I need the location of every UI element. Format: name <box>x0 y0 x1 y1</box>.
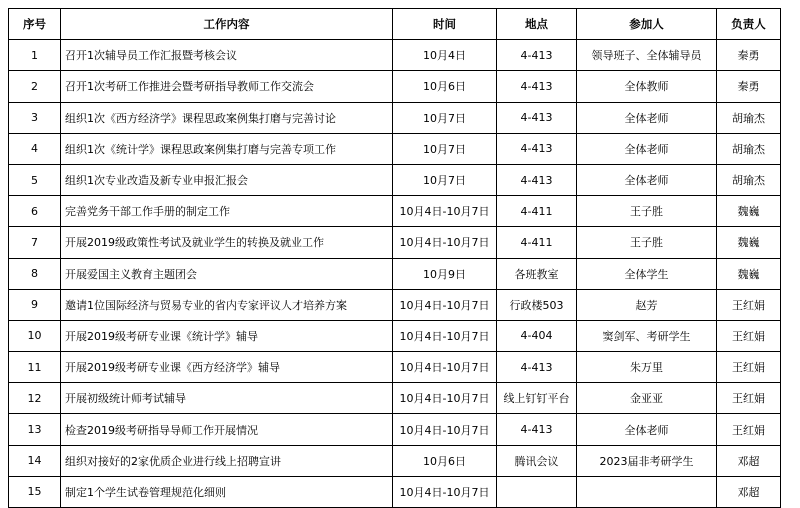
cell-index: 7 <box>9 227 61 258</box>
cell-content: 开展2019级政策性考试及就业学生的转换及就业工作 <box>61 227 393 258</box>
cell-participants: 全体老师 <box>577 133 717 164</box>
cell-owner: 胡瑜杰 <box>717 133 781 164</box>
cell-location: 4-411 <box>497 196 577 227</box>
cell-index: 9 <box>9 289 61 320</box>
cell-owner: 魏巍 <box>717 196 781 227</box>
header-time: 时间 <box>393 9 497 40</box>
cell-owner: 邓超 <box>717 445 781 476</box>
header-index: 序号 <box>9 9 61 40</box>
table-row <box>9 164 781 195</box>
cell-content: 组织1次专业改造及新专业申报汇报会 <box>61 164 393 195</box>
cell-time: 10月6日 <box>393 71 497 102</box>
cell-time: 10月4日-10月7日 <box>393 414 497 445</box>
cell-participants: 全体老师 <box>577 414 717 445</box>
table-row <box>9 258 781 289</box>
cell-owner: 王红娟 <box>717 383 781 414</box>
cell-time: 10月9日 <box>393 258 497 289</box>
cell-content: 开展爱国主义教育主题团会 <box>61 258 393 289</box>
cell-index: 10 <box>9 320 61 351</box>
cell-owner: 魏巍 <box>717 227 781 258</box>
cell-index: 11 <box>9 352 61 383</box>
cell-content: 开展2019级考研专业课《西方经济学》辅导 <box>61 352 393 383</box>
cell-participants: 2023届非考研学生 <box>577 445 717 476</box>
cell-participants: 王子胜 <box>577 196 717 227</box>
table-row <box>9 414 781 445</box>
cell-content: 开展2019级考研专业课《统计学》辅导 <box>61 320 393 351</box>
cell-time: 10月6日 <box>393 445 497 476</box>
cell-owner: 胡瑜杰 <box>717 102 781 133</box>
cell-content: 检查2019级考研指导导师工作开展情况 <box>61 414 393 445</box>
cell-index: 1 <box>9 40 61 71</box>
cell-location: 4-404 <box>497 320 577 351</box>
cell-location <box>497 476 577 507</box>
cell-participants <box>577 476 717 507</box>
cell-index: 4 <box>9 133 61 164</box>
cell-location: 腾讯会议 <box>497 445 577 476</box>
cell-index: 8 <box>9 258 61 289</box>
header-owner: 负责人 <box>717 9 781 40</box>
cell-location: 4-411 <box>497 227 577 258</box>
cell-owner: 邓超 <box>717 476 781 507</box>
cell-index: 12 <box>9 383 61 414</box>
cell-time: 10月7日 <box>393 164 497 195</box>
cell-location: 各班教室 <box>497 258 577 289</box>
table-row <box>9 102 781 133</box>
cell-owner: 秦勇 <box>717 71 781 102</box>
header-location: 地点 <box>497 9 577 40</box>
cell-owner: 魏巍 <box>717 258 781 289</box>
cell-owner: 王红娟 <box>717 289 781 320</box>
cell-index: 3 <box>9 102 61 133</box>
cell-location: 4-413 <box>497 133 577 164</box>
cell-index: 2 <box>9 71 61 102</box>
cell-time: 10月4日-10月7日 <box>393 227 497 258</box>
cell-participants: 王子胜 <box>577 227 717 258</box>
cell-content: 制定1个学生试卷管理规范化细则 <box>61 476 393 507</box>
cell-content: 开展初级统计师考试辅导 <box>61 383 393 414</box>
cell-content: 邀请1位国际经济与贸易专业的省内专家评议人才培养方案 <box>61 289 393 320</box>
table-row <box>9 196 781 227</box>
table-row <box>9 383 781 414</box>
cell-participants: 朱万里 <box>577 352 717 383</box>
table-row <box>9 476 781 507</box>
cell-location: 4-413 <box>497 102 577 133</box>
work-plan-table <box>8 8 781 508</box>
table-row <box>9 133 781 164</box>
cell-participants: 窦剑军、考研学生 <box>577 320 717 351</box>
cell-participants: 赵芳 <box>577 289 717 320</box>
work-plan-sheet <box>8 8 781 508</box>
header-row <box>9 9 781 40</box>
cell-content: 完善党务干部工作手册的制定工作 <box>61 196 393 227</box>
cell-participants: 全体老师 <box>577 102 717 133</box>
cell-time: 10月4日-10月7日 <box>393 289 497 320</box>
cell-location: 4-413 <box>497 414 577 445</box>
table-row <box>9 352 781 383</box>
cell-time: 10月7日 <box>393 102 497 133</box>
cell-owner: 王红娟 <box>717 414 781 445</box>
cell-location: 行政楼503 <box>497 289 577 320</box>
table-row <box>9 289 781 320</box>
cell-owner: 王红娟 <box>717 320 781 351</box>
cell-participants: 全体老师 <box>577 164 717 195</box>
cell-location: 4-413 <box>497 40 577 71</box>
header-content: 工作内容 <box>61 9 393 40</box>
cell-time: 10月7日 <box>393 133 497 164</box>
cell-content: 组织对接好的2家优质企业进行线上招聘宣讲 <box>61 445 393 476</box>
cell-content: 召开1次辅导员工作汇报暨考核会议 <box>61 40 393 71</box>
cell-time: 10月4日-10月7日 <box>393 320 497 351</box>
cell-time: 10月4日-10月7日 <box>393 196 497 227</box>
cell-content: 召开1次考研工作推进会暨考研指导教师工作交流会 <box>61 71 393 102</box>
cell-time: 10月4日 <box>393 40 497 71</box>
cell-location: 4-413 <box>497 164 577 195</box>
table-row <box>9 320 781 351</box>
cell-index: 15 <box>9 476 61 507</box>
cell-time: 10月4日-10月7日 <box>393 352 497 383</box>
cell-owner: 秦勇 <box>717 40 781 71</box>
cell-time: 10月4日-10月7日 <box>393 383 497 414</box>
cell-index: 6 <box>9 196 61 227</box>
cell-participants: 全体教师 <box>577 71 717 102</box>
table-row <box>9 71 781 102</box>
cell-location: 线上钉钉平台 <box>497 383 577 414</box>
cell-location: 4-413 <box>497 352 577 383</box>
cell-participants: 金亚亚 <box>577 383 717 414</box>
table-row <box>9 445 781 476</box>
cell-index: 5 <box>9 164 61 195</box>
cell-participants: 领导班子、全体辅导员 <box>577 40 717 71</box>
cell-owner: 王红娟 <box>717 352 781 383</box>
cell-owner: 胡瑜杰 <box>717 164 781 195</box>
table-row <box>9 40 781 71</box>
cell-participants: 全体学生 <box>577 258 717 289</box>
cell-location: 4-413 <box>497 71 577 102</box>
cell-index: 14 <box>9 445 61 476</box>
cell-content: 组织1次《统计学》课程思政案例集打磨与完善专项工作 <box>61 133 393 164</box>
table-row <box>9 227 781 258</box>
cell-time: 10月4日-10月7日 <box>393 476 497 507</box>
cell-index: 13 <box>9 414 61 445</box>
cell-content: 组织1次《西方经济学》课程思政案例集打磨与完善讨论 <box>61 102 393 133</box>
header-participants: 参加人 <box>577 9 717 40</box>
